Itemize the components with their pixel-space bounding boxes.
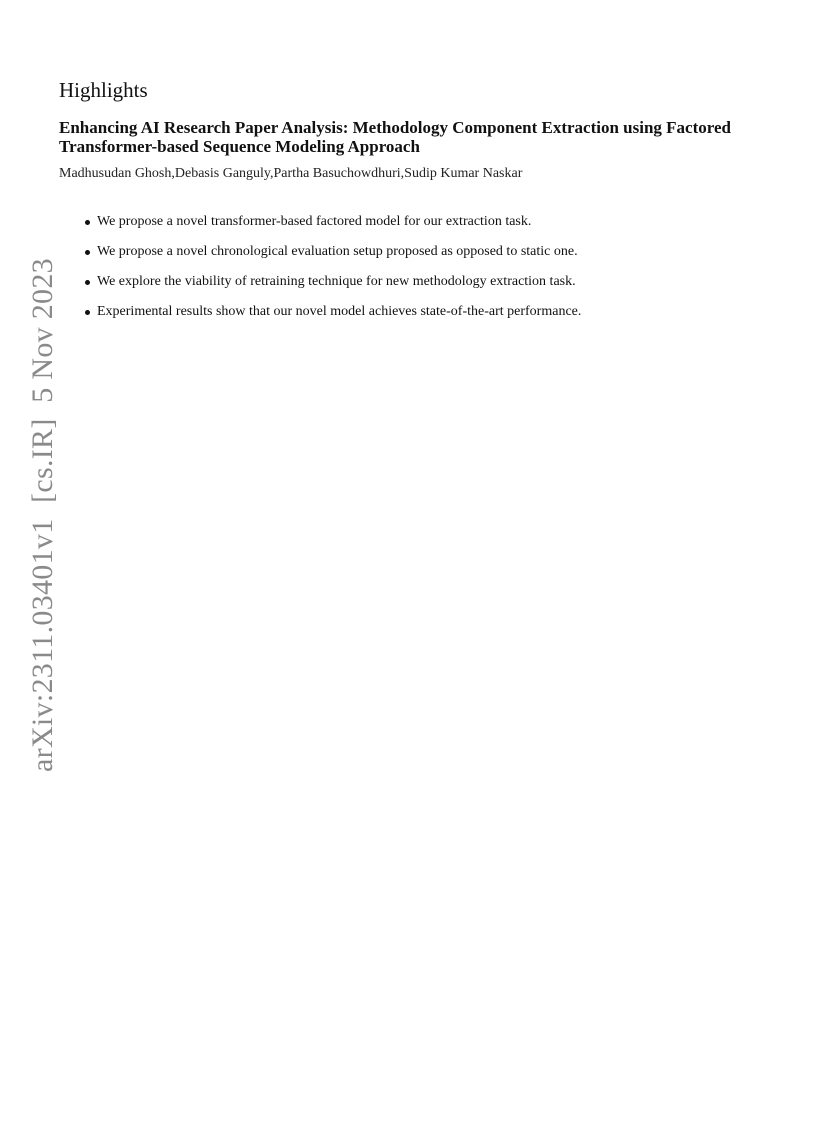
- section-heading: Highlights: [59, 78, 148, 102]
- highlight-text: We propose a novel transformer-based factored model for our extraction task.: [97, 214, 532, 229]
- highlight-item: [85, 302, 785, 322]
- highlight-item: [85, 272, 785, 292]
- highlight-text: We propose a novel chronological evaluation setup proposed as opposed to static one.: [97, 244, 578, 259]
- highlight-text: We explore the viability of retraining technique for new methodology extraction task.: [97, 274, 576, 289]
- paper-title: Enhancing AI Research Paper Analysis: Methodology Component Extraction using Factored Transformer-based Sequence Modeling Approach: [59, 118, 732, 156]
- arxiv-stamp-text: arXiv:2311.03401v1 [cs.IR] 5 Nov 2023: [26, 258, 59, 772]
- bullet-dot-icon: [85, 220, 90, 225]
- bullet-dot-icon: [85, 280, 90, 285]
- bullet-dot-icon: [85, 250, 90, 255]
- bullet-dot-icon: [85, 310, 90, 315]
- highlight-text: Experimental results show that our novel model achieves state-of-the-art performance.: [97, 304, 582, 319]
- highlight-item: [85, 212, 785, 232]
- highlights-list: [85, 212, 785, 332]
- highlight-item: [85, 242, 785, 262]
- author-list: Madhusudan Ghosh,Debasis Ganguly,Partha Basuchowdhuri,Sudip Kumar Naskar: [59, 166, 523, 181]
